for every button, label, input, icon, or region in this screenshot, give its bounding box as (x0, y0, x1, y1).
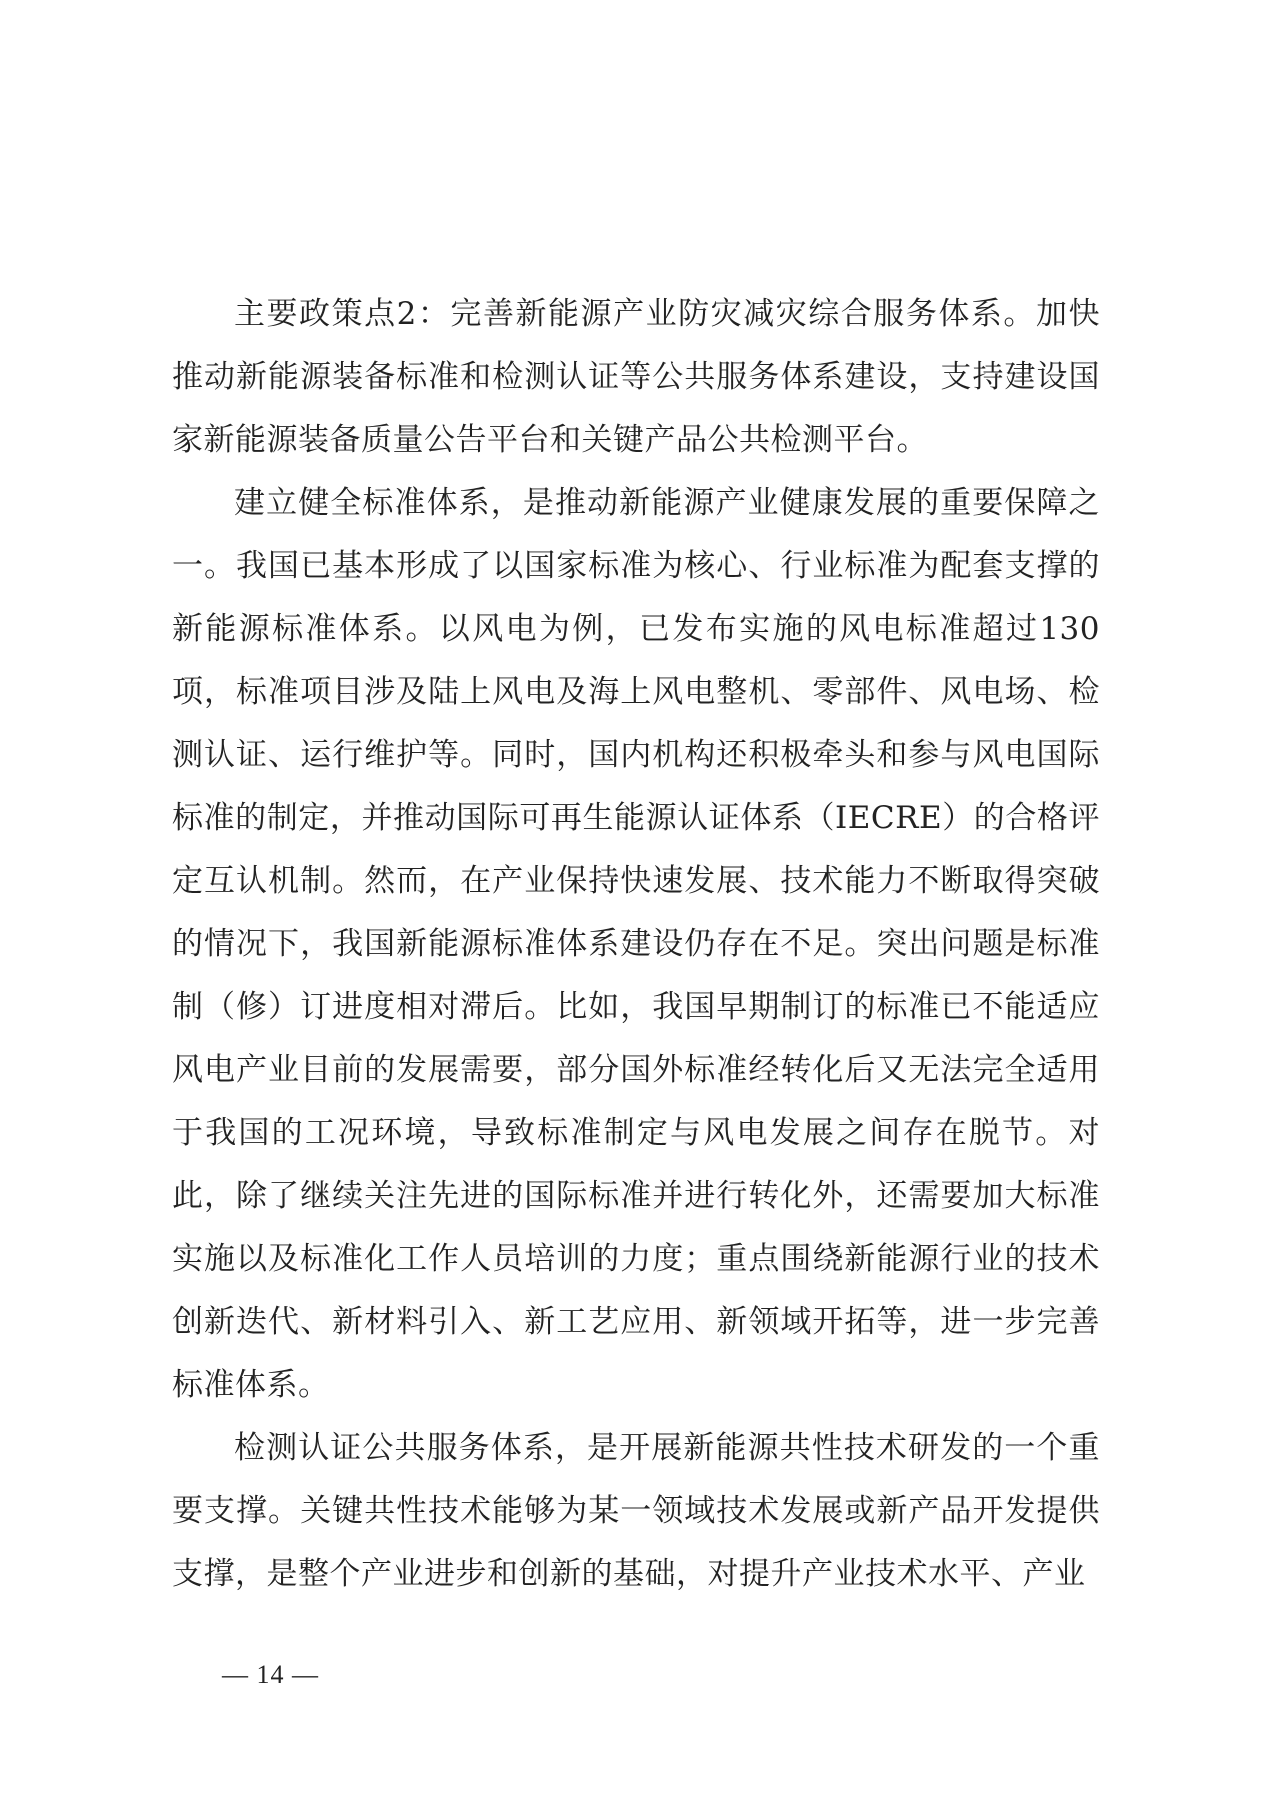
page-number: — 14 — (222, 1660, 319, 1689)
paragraph-policy-point: 主要政策点2：完善新能源产业防灾减灾综合服务体系。加快推动新能源装备标准和检测认证等公共服务体系建设，支持建设国家新能源装备质量公告平台和关键产品公共检测平台。 (172, 296, 1100, 458)
paragraph-testing-certification: 检测认证公共服务体系，是开展新能源共性技术研发的一个重要支撑。关键共性技术能够为某一领域技术发展或新产品开发提供支撑，是整个产业进步和创新的基础，对提升产业技术水平、产业 (172, 1430, 1100, 1592)
paragraph-standards-system: 建立健全标准体系，是推动新能源产业健康发展的重要保障之一。我国已基本形成了以国家标准为核心、行业标准为配套支撑的新能源标准体系。以风电为例，已发布实施的风电标准超过130项，标准项目涉及陆上风电及海上风电整机、零部件、风电场、检测认证、运行维护等。同时，国内机构还积极牵头和参与风电国际标准的制定，并推动国际可再生能源认证体系（IECRE）的合格评定互认机制。然而，在产业保持快速发展、技术能力不断取得突破的情况下，我国新能源标准体系建设仍存在不足。突出问题是标准制（修）订进度相对滞后。比如，我国早期制订的标准已不能适应风电产业目前的发展需要，部分国外标准经转化后又无法完全适用于我国的工况环境，导致标准制定与风电发展之间存在脱节。对此，除了继续关注先进的国际标准并进行转化外，还需要加大标准实施以及标准化工作人员培训的力度；重点围绕新能源行业的技术创新迭代、新材料引入、新工艺应用、新领域开拓等，进一步完善标准体系。 (172, 485, 1100, 1403)
body-text (172, 283, 1100, 1606)
